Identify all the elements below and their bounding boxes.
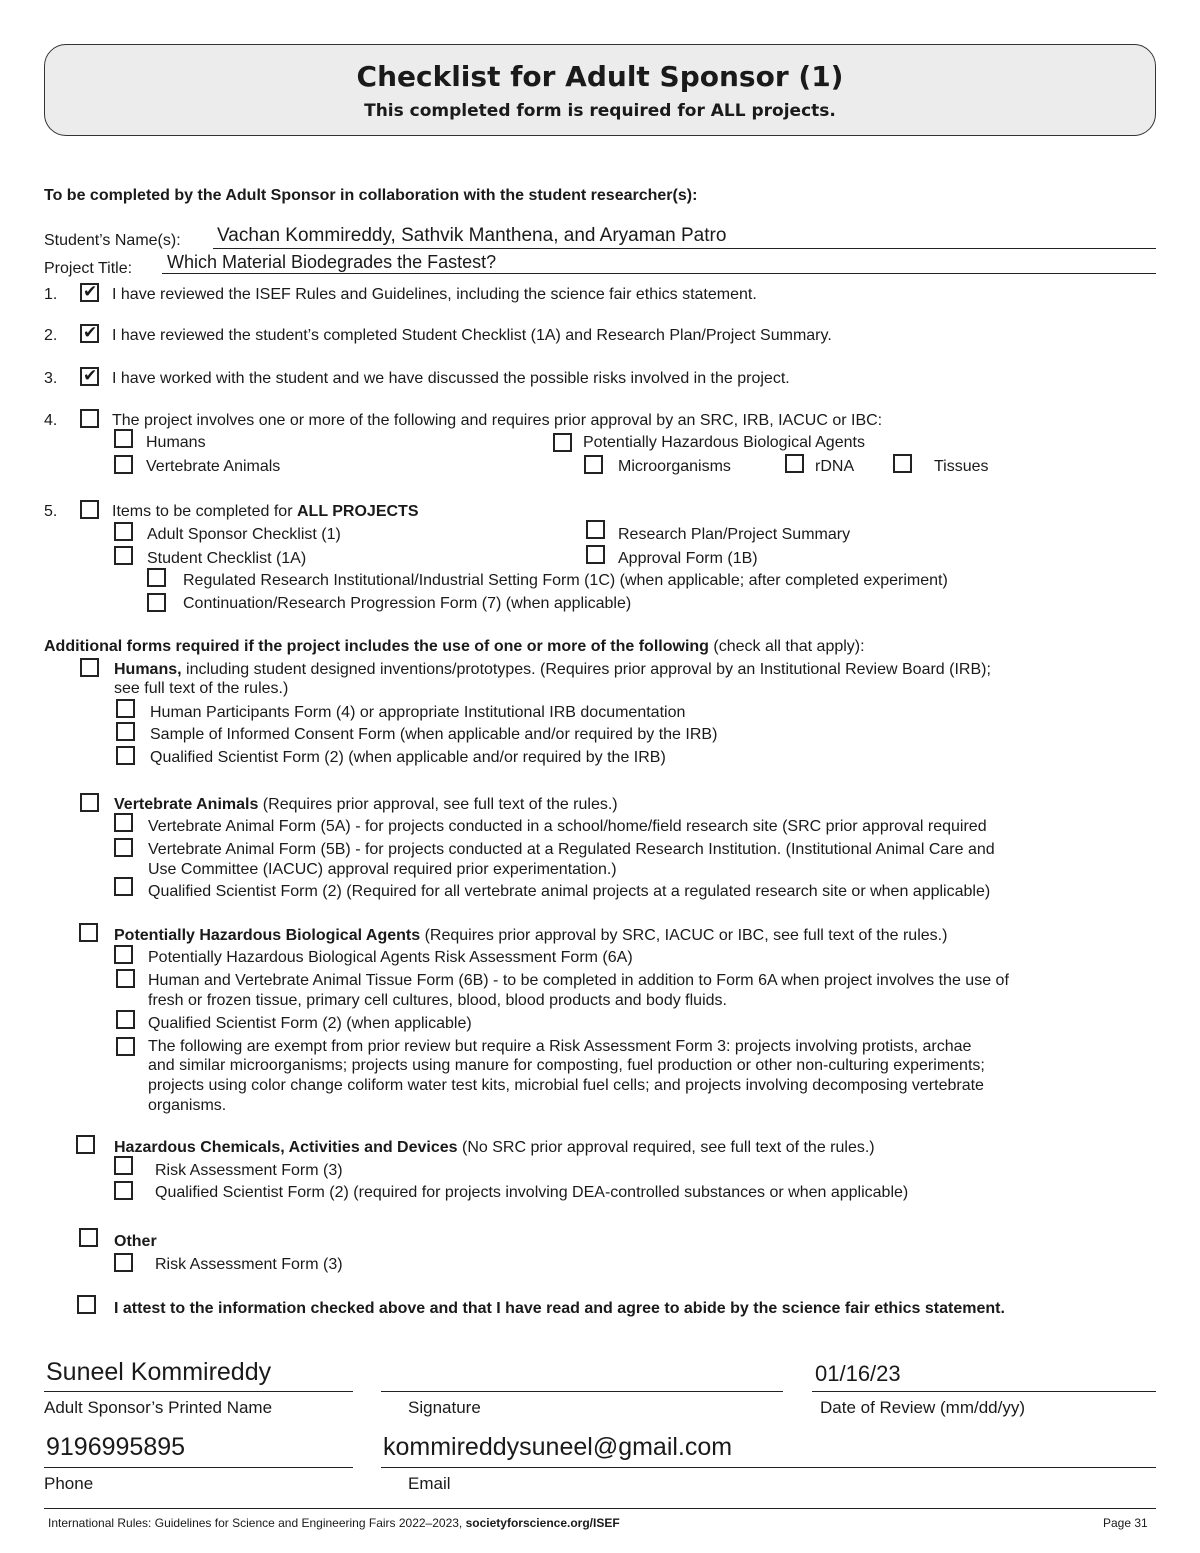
additional-forms-heading: Additional forms required if the project includes the use of one or more of the following (check all that apply): (44, 638, 865, 655)
continuation-label: Continuation/Research Progression Form (7) (when applicable) (183, 595, 632, 612)
exempt-label: The following are exempt from prior review but require a Risk Assessment Form 3: projects involving protists, archae (148, 1038, 972, 1055)
exempt-checkbox[interactable] (116, 1037, 135, 1056)
item-4-checkbox[interactable] (80, 409, 99, 428)
chem-qualified-scientist-label: Qualified Scientist Form (2) (required for projects involving DEA-controlled substances or when applicable) (155, 1184, 909, 1201)
sponsor-name-label: Adult Sponsor’s Printed Name (44, 1398, 273, 1417)
form-header (44, 44, 1156, 136)
other-risk-label: Risk Assessment Form (3) (155, 1256, 343, 1273)
microorganisms-label: Microorganisms (618, 458, 731, 475)
tissues-checkbox[interactable] (893, 454, 912, 473)
add-chemicals-text: Hazardous Chemicals, Activities and Devices (No SRC prior approval required, see full text of the rules.) (114, 1139, 875, 1156)
attest-text: I attest to the information checked above and that I have read and agree to abide by the science fair ethics statement. (114, 1300, 1005, 1317)
item-2-checkbox[interactable] (80, 324, 99, 343)
footer-text: International Rules: Guidelines for Science and Engineering Fairs 2022–2023, societyforscience.org/ISEF (48, 1516, 620, 1530)
exempt-label-cont-2: projects using color change coliform water test kits, microbial fuel cells; and projects involving decomposing vertebrate (148, 1077, 984, 1094)
phba-label: Potentially Hazardous Biological Agents (583, 434, 865, 451)
review-date-line (812, 1391, 1156, 1392)
informed-consent-checkbox[interactable] (116, 722, 135, 741)
sponsor-name-line (44, 1391, 353, 1392)
tissue-6b-checkbox[interactable] (116, 969, 135, 988)
add-other-text: Other (114, 1233, 157, 1250)
item-3-checkbox[interactable] (80, 367, 99, 386)
approval-form-label: Approval Form (1B) (618, 550, 758, 567)
tissue-6b-label: Human and Vertebrate Animal Tissue Form (6B) - to be completed in addition to Form 6A when project involves the use of (148, 972, 1009, 989)
chem-risk-checkbox[interactable] (114, 1156, 133, 1175)
regulated-research-checkbox[interactable] (147, 568, 166, 587)
other-risk-checkbox[interactable] (114, 1253, 133, 1272)
phba-qualified-scientist-label: Qualified Scientist Form (2) (when applicable) (148, 1015, 472, 1032)
vertebrate-qualified-scientist-label: Qualified Scientist Form (2) (Required for all vertebrate animal projects at a regulated research site or when applicable) (148, 883, 991, 900)
student-checklist-checkbox[interactable] (114, 546, 133, 565)
humans-qualified-scientist-checkbox[interactable] (116, 746, 135, 765)
human-participants-checkbox[interactable] (116, 699, 135, 718)
vertebrate-5b-label-cont: Use Committee (IACUC) approval required prior experimentation.) (148, 861, 617, 878)
vertebrate-qualified-scientist-checkbox[interactable] (114, 877, 133, 896)
informed-consent-label: Sample of Informed Consent Form (when applicable and/or required by the IRB) (150, 726, 718, 743)
add-humans-checkbox[interactable] (80, 658, 99, 677)
chem-qualified-scientist-checkbox[interactable] (114, 1181, 133, 1200)
phone-line (44, 1467, 353, 1468)
item-5-number: 5. (44, 503, 58, 520)
add-humans-text-cont: see full text of the rules.) (114, 680, 289, 697)
signature-line (381, 1391, 783, 1392)
email-label: Email (408, 1474, 451, 1493)
intro-text: To be completed by the Adult Sponsor in collaboration with the student researcher(s): (44, 187, 698, 204)
chem-risk-label: Risk Assessment Form (3) (155, 1162, 343, 1179)
humans-checkbox[interactable] (114, 429, 133, 448)
student-name-field[interactable]: Vachan Kommireddy, Sathvik Manthena, and Aryaman Patro (217, 225, 727, 246)
item-1-text: I have reviewed the ISEF Rules and Guidelines, including the science fair ethics statement. (112, 286, 757, 303)
review-date-label: Date of Review (mm/dd/yy) (820, 1398, 1025, 1417)
vertebrate-checkbox[interactable] (114, 455, 133, 474)
vertebrate-5b-checkbox[interactable] (114, 838, 133, 857)
phba-risk-checkbox[interactable] (114, 945, 133, 964)
add-phba-text: Potentially Hazardous Biological Agents (Requires prior approval by SRC, IACUC or IBC, see full text of the rules.) (114, 927, 948, 944)
student-name-label: Student’s Name(s): (44, 232, 181, 249)
approval-form-checkbox[interactable] (586, 545, 605, 564)
add-other-checkbox[interactable] (79, 1228, 98, 1247)
exempt-label-cont-3: organisms. (148, 1097, 227, 1114)
item-5-text: Items to be completed for ALL PROJECTS (112, 503, 419, 520)
add-chemicals-checkbox[interactable] (76, 1135, 95, 1154)
vertebrate-label: Vertebrate Animals (146, 458, 281, 475)
item-4-number: 4. (44, 412, 58, 429)
project-title-field[interactable]: Which Material Biodegrades the Fastest? (167, 252, 497, 272)
email-line (381, 1467, 1156, 1468)
footer-link[interactable]: societyforscience.org/ISEF (465, 1516, 620, 1530)
phone-label: Phone (44, 1474, 94, 1493)
item-4-text: The project involves one or more of the following and requires prior approval by an SRC, IRB, IACUC or IBC: (112, 412, 883, 429)
rdna-label: rDNA (815, 458, 855, 475)
phba-qualified-scientist-checkbox[interactable] (116, 1010, 135, 1029)
add-phba-checkbox[interactable] (79, 923, 98, 942)
tissue-6b-label-cont: fresh or frozen tissue, primary cell cultures, blood, blood products and body fluids. (148, 992, 727, 1009)
phba-checkbox[interactable] (553, 433, 572, 452)
student-checklist-label: Student Checklist (1A) (147, 550, 307, 567)
item-3-number: 3. (44, 370, 58, 387)
continuation-checkbox[interactable] (147, 593, 166, 612)
humans-qualified-scientist-label: Qualified Scientist Form (2) (when applicable and/or required by the IRB) (150, 749, 666, 766)
research-plan-checkbox[interactable] (586, 520, 605, 539)
item-2-number: 2. (44, 327, 58, 344)
microorganisms-checkbox[interactable] (584, 455, 603, 474)
tissues-label: Tissues (934, 458, 989, 475)
research-plan-label: Research Plan/Project Summary (618, 526, 851, 543)
vertebrate-5a-label: Vertebrate Animal Form (5A) - for projects conducted in a school/home/field research site (SRC prior approval required (148, 818, 987, 835)
exempt-label-cont-1: and similar microorganisms; projects using manure for composting, fuel production or other non-culturing experiments; (148, 1057, 985, 1074)
item-1-number: 1. (44, 286, 58, 303)
project-title-label: Project Title: (44, 260, 133, 277)
student-name-line (213, 248, 1156, 249)
item-3-text: I have worked with the student and we have discussed the possible risks involved in the project. (112, 370, 790, 387)
vertebrate-5b-label: Vertebrate Animal Form (5B) - for projects conducted at a Regulated Research Institution. (Institutional Animal Care and (148, 841, 995, 858)
page-number: Page 31 (1103, 1516, 1148, 1530)
phone-field[interactable]: 9196995895 (46, 1433, 186, 1461)
regulated-research-label: Regulated Research Institutional/Industrial Setting Form (1C) (when applicable; after completed experiment) (183, 572, 948, 589)
adult-sponsor-checklist-label: Adult Sponsor Checklist (1) (147, 526, 341, 543)
form-subtitle: This completed form is required for ALL projects. (364, 101, 836, 121)
review-date-field[interactable]: 01/16/23 (815, 1361, 901, 1386)
phba-risk-label: Potentially Hazardous Biological Agents Risk Assessment Form (6A) (148, 949, 633, 966)
add-vertebrate-checkbox[interactable] (80, 793, 99, 812)
sponsor-name-field[interactable]: Suneel Kommireddy (46, 1358, 272, 1386)
rdna-checkbox[interactable] (785, 454, 804, 473)
humans-label: Humans (146, 434, 206, 451)
item-5-checkbox[interactable] (80, 500, 99, 519)
project-title-line (162, 273, 1156, 274)
item-2-text: I have reviewed the student’s completed Student Checklist (1A) and Research Plan/Project Summary. (112, 327, 832, 344)
adult-sponsor-checklist-checkbox[interactable] (114, 522, 133, 541)
email-field[interactable]: kommireddysuneel@gmail.com (383, 1433, 733, 1461)
form-title: Checklist for Adult Sponsor (1) (356, 60, 844, 93)
human-participants-label: Human Participants Form (4) or appropriate Institutional IRB documentation (150, 704, 686, 721)
signature-label: Signature (408, 1398, 481, 1417)
footer-divider (44, 1508, 1156, 1509)
attest-checkbox[interactable] (77, 1295, 96, 1314)
add-humans-text: Humans, including student designed inventions/prototypes. (Requires prior approval by an Institutional Review Board (IRB); (114, 661, 991, 678)
item-1-checkbox[interactable] (80, 283, 99, 302)
add-vertebrate-text: Vertebrate Animals (Requires prior approval, see full text of the rules.) (114, 796, 618, 813)
vertebrate-5a-checkbox[interactable] (114, 813, 133, 832)
